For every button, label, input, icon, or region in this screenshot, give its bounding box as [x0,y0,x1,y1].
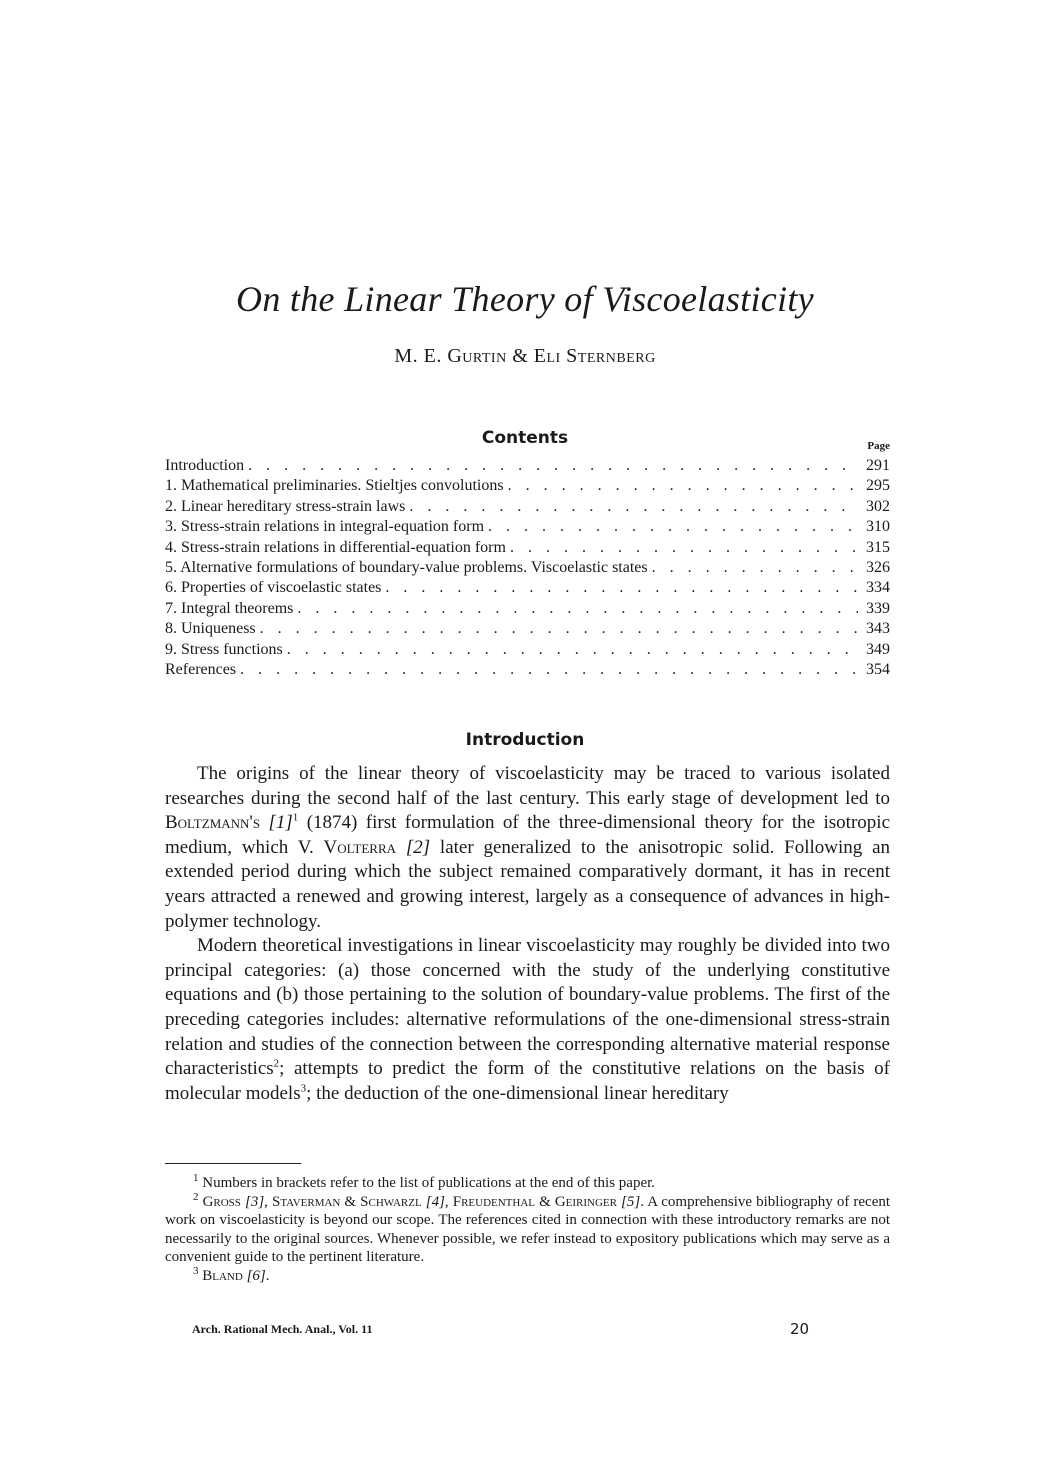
toc-entry-page: 315 [866,538,890,556]
author-name: Staverman [271,1193,341,1210]
toc-leader-dots [256,619,858,639]
citation: [2] [405,836,431,858]
toc-leader-dots [236,660,858,680]
page-column-label: Page [867,440,890,452]
text-run: (1874) first formulation of the three-dimensional theory for the isotropic medium, which V. [165,812,891,858]
toc-entry-label: 2. Linear hereditary stress-strain laws [165,497,406,515]
toc-entry-label: 5. Alternative formulations of boundary-value problems. Viscoelastic states [165,559,648,577]
footnote-marker: 3 [300,1082,307,1095]
ampersand: & [344,1193,357,1210]
toc-entry[interactable] [165,476,890,496]
ampersand: & [539,1193,551,1210]
toc-entry[interactable] [165,517,890,537]
toc-entry[interactable] [165,497,890,517]
toc-entry-label: References [165,661,237,679]
toc-entry[interactable] [165,599,890,619]
paper-title: On the Linear Theory of Viscoelasticity [236,279,814,319]
footnote-text: . A comprehensive bibliography of recent work on viscoelasticity is beyond our scope. The references cited in connection with these introductory remarks are not necessarily to the original sources. Whenever possible, we refer instead to expository publications which may serve as a convenient guide to the pertinent literature. [165,1193,891,1266]
toc-entry-page: 302 [866,497,890,515]
toc-entry-page: 334 [866,579,890,597]
toc-entry[interactable] [165,578,890,598]
footnote [165,1264,890,1286]
author-name: Freudenthal [452,1193,536,1210]
toc-entry-label: 6. Properties of viscoelastic states [165,579,382,597]
text-run: ; attempts to predict the form of the constitutive relations on the basis of molecular models [165,1058,890,1104]
toc-entry-label: 3. Stress-strain relations in integral-equation form [165,518,485,536]
toc-entry-page: 343 [866,620,890,638]
footnote-marker: 2 [193,1190,199,1203]
toc-leader-dots [506,538,858,558]
toc-entry-label: 1. Mathematical preliminaries. Stieltjes convolutions [165,477,504,495]
toc-leader-dots [405,497,858,517]
footnote-marker: 3 [193,1264,199,1277]
author-name: Bland [202,1267,243,1284]
toc-entry[interactable] [165,640,890,660]
text-run: The origins of the linear theory of viscoelasticity may be traced to various isolated researches during the second half of the last century. This early stage of development led to [165,763,890,809]
toc-entry[interactable] [165,456,890,476]
journal-reference: Arch. Rational Mech. Anal., Vol. 11 [192,1322,373,1336]
author-name: Volterra [323,836,397,858]
author-name: Gross [202,1193,241,1210]
footnote-marker: 1 [193,1172,199,1184]
toc-entry[interactable] [165,538,890,558]
sheet-number: 20 [790,1320,810,1338]
footnote-text: Numbers in brackets refer to the list of publications at the end of this paper. [198,1175,656,1191]
toc-leader-dots [504,476,858,496]
toc-entry-label: 7. Integral theorems [165,599,294,617]
footnote [165,1174,890,1193]
text-run: Modern theoretical investigations in linear viscoelasticity may roughly be divided into two principal categories: (a) those concerned with the study of the underlying constitutive equations and (b) those pertaining to the solution of boundary-value problems. The first of the preceding categories includes: alternative reformulations of the one-dimensional stress-strain relation and studies of the connection between the corresponding alternative material response characteristics [165,935,890,1080]
toc-leader-dots [244,456,858,476]
footnotes [165,1174,890,1286]
author-name: Geiringer [554,1193,617,1210]
author-name: Boltzmann's [165,812,261,834]
toc-entry-page: 354 [866,661,890,679]
toc-entry[interactable] [165,660,890,680]
paragraph [165,934,890,1106]
citation: [1] [268,812,293,834]
toc-entry-page: 310 [866,518,890,536]
citation: [3] [244,1193,265,1210]
footnote: $^2$ Gross [3], Staverman & Schwarzl [4], Freudenthal & Geiringer [5]. A comprehensive bibliography of recent work on viscoelasticity is beyond our scope. The references cited in connection with these introductory remarks are not necessarily to the original sources. Whenever possible, we refer instead to expository publications which may serve as a convenient guide to the pertinent literature. [165,1190,891,1266]
footnote-text: . [265,1267,270,1284]
citation: [6] [246,1267,266,1284]
toc-entry-page: 349 [866,640,890,658]
citation: [4] [425,1193,445,1210]
toc-entry-page: 291 [866,457,890,474]
toc-leader-dots [283,640,858,660]
footnote-rule [165,1163,301,1164]
citation: [5] [621,1193,641,1210]
toc-leader-dots [484,517,858,537]
introduction-heading: Introduction [465,730,585,750]
table-of-contents [165,456,890,680]
paragraph [165,762,890,934]
toc-leader-dots [648,558,858,578]
authors: M. E. Gurtin & Eli Sternberg [394,345,656,367]
text-run: ; the deduction of the one-dimensional linear hereditary [306,1082,729,1104]
toc-entry-page: 326 [866,559,890,577]
footnote-marker: 2 [273,1057,280,1070]
toc-entry-page: 339 [866,599,890,617]
contents-heading: Contents [481,428,569,448]
footnote-marker: 1 [292,811,299,824]
text-run: later generalized to the anisotropic solid. Following an extended period during which the subject remained comparatively dormant, it has in recent years attracted a renewed and growing interest, largely as a consequence of advances in high-polymer technology. [165,836,891,932]
toc-entry[interactable] [165,558,890,578]
toc-entry-label: 4. Stress-strain relations in differential-equation form [165,538,506,556]
toc-entry[interactable] [165,619,890,639]
toc-entry-label: 9. Stress functions [165,640,283,658]
toc-entry-label: 8. Uniqueness [165,620,256,638]
toc-leader-dots [293,599,858,619]
toc-leader-dots [381,578,858,598]
introduction-body [165,762,890,1106]
toc-entry-page: 295 [866,477,890,495]
toc-entry-label: Introduction [165,457,245,474]
author-name: Schwarzl [360,1193,422,1210]
